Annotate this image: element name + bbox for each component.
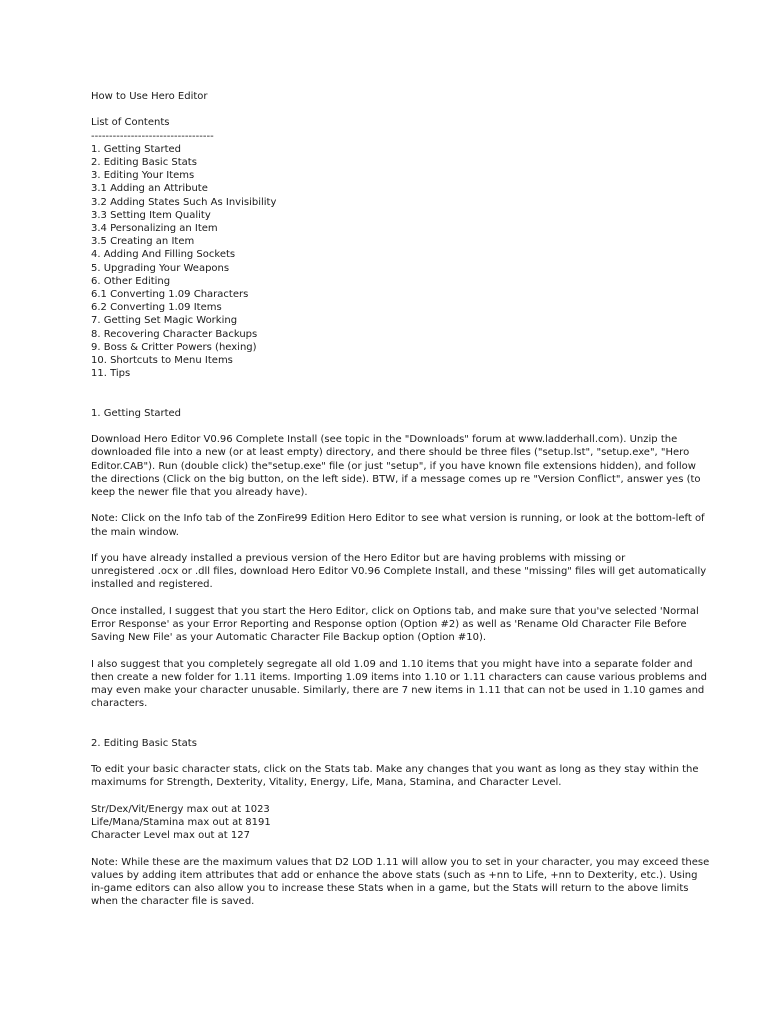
stat-limit: Str/Dex/Vit/Energy max out at 1023 [91, 803, 270, 815]
paragraph-line: downloaded file into a new (or at least empty) directory, and there should be three files ("setup.lst", "setup.exe", "Hero [91, 447, 690, 459]
spacer [91, 750, 691, 763]
toc-item: 9. Boss & Critter Powers (hexing) [91, 341, 257, 353]
paragraph-line: Once installed, I suggest that you start the Hero Editor, click on Options tab, and make sure that you've selected 'Normal [91, 605, 699, 617]
stat-limit: Character Level max out at 127 [91, 830, 250, 842]
stat-limits-list [91, 803, 691, 843]
toc-item: 8. Recovering Character Backups [91, 328, 258, 340]
paragraph-line: characters. [91, 698, 148, 710]
paragraph-line: when the character file is saved. [91, 896, 255, 908]
toc-heading: List of Contents [91, 117, 170, 129]
paragraph-line: Editor.CAB"). Run (double click) the"setup.exe" file (or just "setup", if you have known file extensions hidden), and follow [91, 460, 696, 472]
spacer [91, 644, 691, 657]
paragraph-line: Download Hero Editor V0.96 Complete Install (see topic in the "Downloads" forum at www.ladderhall.com). Unzip the [91, 434, 678, 446]
toc-item: 3.2 Adding States Such As Invisibility [91, 196, 277, 208]
toc-item: 3.4 Personalizing an Item [91, 223, 218, 235]
paragraph-line: Note: While these are the maximum values that D2 LOD 1.11 will allow you to set in your character, you may exceed these [91, 856, 710, 868]
spacer [91, 380, 691, 406]
paragraph-line: To edit your basic character stats, click on the Stats tab. Make any changes that you want as long as they stay within the [91, 764, 699, 776]
stat-limit: Life/Mana/Stamina max out at 8191 [91, 817, 271, 829]
section-heading-editing-basic-stats: 2. Editing Basic Stats [91, 737, 197, 749]
paragraph-line: I also suggest that you completely segregate all old 1.09 and 1.10 items that you might have into a separate folder and [91, 658, 693, 670]
table-of-contents [91, 143, 691, 381]
toc-rule: ---------------------------------- [91, 130, 214, 142]
paragraph-download [91, 433, 701, 499]
paragraph-line: maximums for Strength, Dexterity, Vitality, Energy, Life, Mana, Stamina, and Character Level. [91, 777, 562, 789]
paragraph-segregate [91, 658, 707, 711]
section-heading-getting-started: 1. Getting Started [91, 407, 182, 419]
spacer [91, 499, 691, 512]
paragraph-line: in-game editors can also allow you to increase these Stats when in a game, but the Stats will return to the above limits [91, 883, 689, 895]
spacer [91, 842, 691, 855]
spacer [91, 710, 691, 736]
toc-item: 3.3 Setting Item Quality [91, 209, 211, 221]
paragraph-line: may even make your character unusable. Similarly, there are 7 new items in 1.11 that can not be used in 1.10 games and [91, 685, 705, 697]
spacer [91, 539, 691, 552]
spacer [91, 790, 691, 803]
paragraph-line: unregistered .ocx or .dll files, download Hero Editor V0.96 Complete Install, and these "missing" files will get automatically [91, 566, 707, 578]
spacer [91, 592, 691, 605]
toc-item: 1. Getting Started [91, 143, 182, 155]
paragraph-missing-files [91, 552, 707, 592]
toc-item: 3.1 Adding an Attribute [91, 183, 208, 195]
paragraph-line: keep the newer file that you already have). [91, 487, 308, 499]
paragraph-line: Error Response' as your Error Reporting and Response option (Option #2) as well as 'Rename Old Character File Before [91, 619, 687, 631]
spacer [91, 420, 691, 433]
toc-item: 2. Editing Basic Stats [91, 157, 197, 168]
paragraph-line: Saving New File' as your Automatic Character File Backup option (Option #10). [91, 632, 487, 644]
paragraph-line: installed and registered. [91, 579, 213, 591]
document-title: How to Use Hero Editor [91, 91, 208, 102]
paragraph-options [91, 605, 699, 645]
paragraph-line: then create a new folder for 1.11 items. Importing 1.09 items into 1.10 or 1.11 characters can cause various problems and [91, 671, 707, 683]
toc-item: 10. Shortcuts to Menu Items [91, 355, 233, 367]
toc-item: 7. Getting Set Magic Working [91, 315, 238, 327]
paragraph-line: If you have already installed a previous version of the Hero Editor but are having problems with missing or [91, 553, 626, 565]
toc-item: 4. Adding And Filling Sockets [91, 249, 236, 261]
paragraph-stats-intro [91, 763, 699, 789]
paragraph-line: Note: Click on the Info tab of the ZonFire99 Edition Hero Editor to see what version is running, or look at the bottom-left of [91, 513, 705, 525]
paragraph-line: the directions (Click on the big button, on the left side). BTW, if a message comes up re "Version Conflict", answer yes (to [91, 473, 701, 485]
toc-item: 11. Tips [91, 368, 131, 380]
document-page [91, 90, 710, 908]
paragraph-stats-note [91, 856, 710, 909]
paragraph-version-note [91, 512, 705, 538]
toc-item: 5. Upgrading Your Weapons [91, 262, 230, 274]
paragraph-line: the main window. [91, 526, 179, 538]
toc-item: 3.5 Creating an Item [91, 236, 195, 248]
spacer [91, 103, 691, 116]
toc-item: 6.2 Converting 1.09 Items [91, 302, 222, 314]
toc-item: 3. Editing Your Items [91, 170, 195, 182]
toc-item: 6. Other Editing [91, 275, 171, 287]
paragraph-line: values by adding item attributes that add or enhance the above stats (such as +nn to Life, +nn to Dexterity, etc.). Using [91, 869, 698, 881]
toc-item: 6.1 Converting 1.09 Characters [91, 289, 249, 301]
